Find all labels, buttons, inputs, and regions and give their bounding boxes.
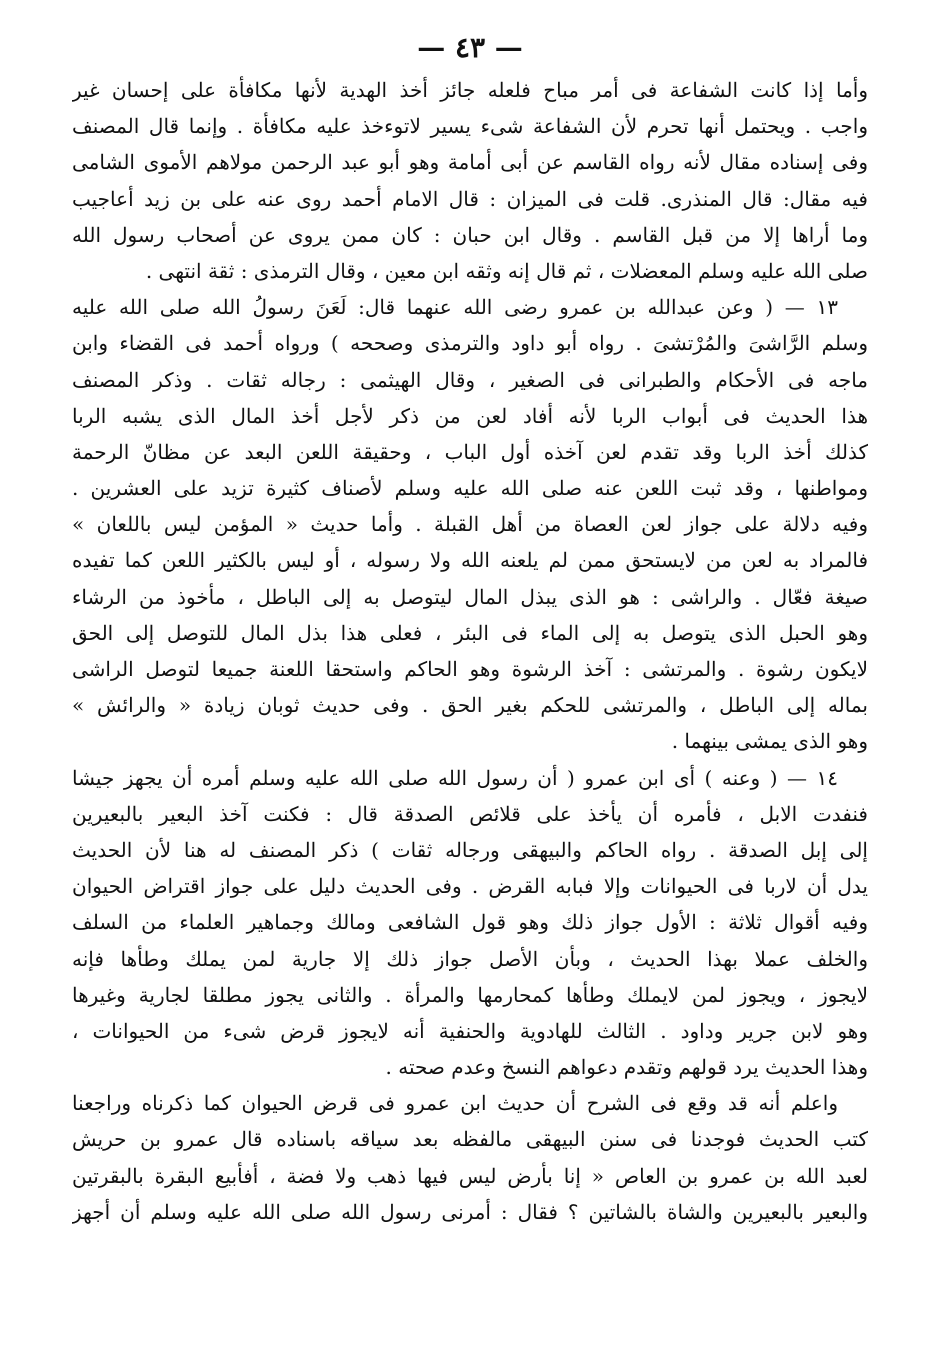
text-body <box>72 72 868 1230</box>
text-line: وفيه أقوال ثلاثة : الأول جواز ذلك وهو قول الشافعى ومالك وجماهير العلماء من السلف <box>72 910 868 935</box>
text-line: وفيه دلالة على جواز لعن العصاة من أهل القبلة . وأما حديث « المؤمن ليس باللعان » <box>72 512 868 537</box>
text-line: صيغة فعّال . والراشى : هو الذى يبذل المال ليتوصل به إلى الباطل ، مأخوذ من الرشاء <box>72 584 868 609</box>
text-line: كذلك أخذ الربا وقد تقدم لعن آخذه أول الباب ، وحقيقة اللعن البعد عن مظانّ الرحمة <box>72 439 868 464</box>
text-line: وأما إذا كانت الشفاعة فى أمر مباح فلعله جائز أخذ الهدية لأنها مكافأة على إحسان غير <box>72 78 868 102</box>
text-line: والخلف عملا بهذا الحديث ، وبأن الأصل جواز ذلك إلا جارية لمن يملك وطأها فإنه <box>72 946 868 971</box>
text-line: فيه مقال: قال المنذرى. قلت فى الميزان : قال الامام أحمد روى عنه على بن زيد أعاجيب <box>72 186 868 211</box>
text-line: هذا الحديث فى أبواب الربا لأنه أفاد لعن من ذكر لأجل أخذ المال الذى يشبه الربا <box>72 403 868 428</box>
text-line: وهو الذى يمشى بينهما . <box>671 729 868 754</box>
text-line: إلى إبل الصدقة . رواه الحاكم والبيهقى ورجاله ثقات ) ذكر المصنف له هنا لأن الحديث <box>72 837 868 862</box>
text-line: والبعير بالبعيرين والشاة بالشاتين ؟ فقال : أمرنى رسول الله صلى الله عليه وسلم أن أجهز <box>72 1199 868 1224</box>
text-line: وما أراها إلا من قبل القاسم . وقال ابن حبان : كان ممن يروى عن أصحاب رسول الله <box>72 222 868 247</box>
text-line: فنفدت الابل ، فأمره أن يأخذ على قلائص الصدقة قال : فكنت آخذ البعير بالبعيرين <box>72 801 868 826</box>
text-line: وهذا الحديث يرد قولهم وتقدم دعواهم النسخ وعدم صحته . <box>385 1055 868 1080</box>
text-line: واعلم أنه قد وقع فى الشرح أن حديث ابن عمرو فى قرض الحيوان كما ذكرناه وراجعنا <box>72 1091 838 1116</box>
text-line: ١٣ — ( وعن عبدالله بن عمرو رضى الله عنهما قال: لَعَنَ رسولُ الله صلى الله عليه <box>72 295 838 320</box>
text-line: وسلم الرَّاشىَ والمُرْتشىَ . رواه أبو داود والترمذى وصححه ) ورواه أحمد فى القضاء وابن <box>72 331 868 356</box>
text-line: وهو لابن جرير وداود . الثالث للهادوية والحنفية أنه لايجوز قرض شىء من الحيوانات ، <box>72 1018 868 1043</box>
text-line: ومواطنها ، وقد ثبت اللعن عنه صلى الله عليه وسلم لأصناف كثيرة تزيد على العشرين . <box>72 476 868 501</box>
text-line: لايكون رشوة . والمرتشى : آخذ الرشوة وهو الحاكم واستحقا اللعنة جميعا لتوصل الراشى <box>72 657 868 681</box>
text-line: واجب . ويحتمل أنها تحرم لأن الشفاعة شىء يسير لاتوءخذ عليه مكافأة . وإنما قال المصنف <box>72 114 868 139</box>
text-line: فالمراد به لعن من لايستحق ممن لم يلعنه الله ولا رسوله ، أو ليس بالكثير اللعن كما تفيده <box>72 548 868 573</box>
text-line: يدل أن لاربا فى الحيوانات وإلا فبابه القرض . وفى الحديث دليل على جواز اقتراض الحيوان <box>72 874 868 899</box>
text-line: ماجه فى الأحكام والطبرانى فى الصغير ، وقال الهيثمى : رجاله ثقات . وذكر المصنف <box>72 367 868 392</box>
text-line: كتب الحديث فوجدنا فى سنن البيهقى مالفظه بعد سياقه باسناده قال عمرو بن حريش <box>72 1127 868 1152</box>
text-line: لايجوز ، ويجوز لمن لايملك وطأها كمحارمها والمرأة . والثانى يجوز مطلقا لجارية وغيرها <box>72 982 868 1007</box>
text-line: وفى إسناده مقال لأنه رواه القاسم عن أبى أمامة وهو أبو عبد الرحمن مولاهم الأموى الشامى <box>72 150 868 175</box>
page-number: — ٤٣ — <box>417 31 523 64</box>
text-line: صلى الله عليه وسلم المعضلات ، ثم قال إنه وثقه ابن معين ، وقال الترمذى : ثقة انتهى . <box>145 258 868 283</box>
text-line: وهو الحبل الذى يتوصل به إلى الماء فى البئر ، فعلى هذا بذل المال للتوصل إلى الحق <box>72 620 868 645</box>
text-line: بماله إلى الباطل ، والمرتشى للحكم بغير الحق . وفى حديث ثوبان زيادة « والرائش » <box>72 693 868 718</box>
text-line: ١٤ — ( وعنه ) أى ابن عمرو ( أن رسول الله صلى الله عليه وسلم أمره أن يجهز جيشا <box>72 765 838 790</box>
text-line: لعبد الله بن عمرو بن العاص « إنا بأرض ليس فيها ذهب ولا فضة ، أفأبيع البقرة بالبقرتين <box>72 1163 868 1188</box>
